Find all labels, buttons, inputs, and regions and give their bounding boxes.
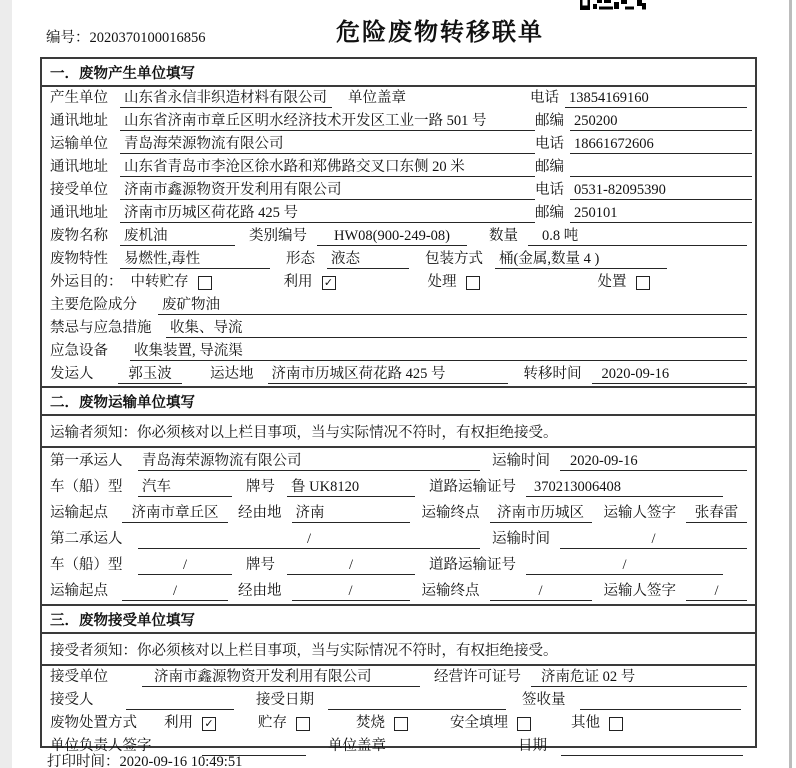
row-carrier1 (42, 448, 755, 474)
section1-header: 一．废物产生单位填写 (42, 59, 755, 87)
producer-zip: 250200 (570, 112, 752, 131)
receipt-qty-value (580, 691, 742, 710)
row-vehicle2 (42, 552, 755, 578)
checkbox-landfill (517, 717, 531, 731)
checkbox-utilize-checked (202, 717, 216, 731)
route-start-value: 济南市章丘区 (122, 504, 228, 523)
road-cert2-value: / (526, 556, 723, 575)
plate-label: 牌号 (246, 478, 275, 495)
vehicle-type2-value: / (138, 556, 232, 575)
zip-label: 邮编 (535, 205, 564, 221)
pack-value: 桶(金属,数量 4 ) (495, 250, 667, 269)
quantity-value: 0.8 吨 (528, 227, 747, 246)
row-vehicle1 (42, 474, 755, 500)
transport-time-label: 运输时间 (492, 530, 550, 547)
producer-phone: 13854169160 (565, 89, 747, 108)
carrier-sign2-value: / (686, 582, 747, 601)
section3-header: 三．废物接受单位填写 (42, 604, 755, 634)
carrier2-label: 第二承运人 (50, 530, 123, 547)
transporter-zip (570, 158, 752, 177)
transporter-value: 青岛海荣源物流有限公司 (120, 135, 535, 154)
address-label: 通讯地址 (50, 205, 108, 221)
seal-label: 单位盖章 (348, 90, 406, 106)
qr-code-fragment (580, 0, 648, 10)
receiver-zip: 250101 (570, 204, 752, 223)
row-transporter-address (42, 156, 755, 179)
carrier-sign-label: 运输人签字 (603, 582, 676, 599)
pack-label: 包装方式 (425, 251, 483, 267)
producer-address: 山东省济南市章丘区明水经济技术开发区工业一路 501 号 (120, 112, 535, 131)
acceptor-value (126, 691, 234, 710)
carrier1-value: 青岛海荣源物流有限公司 (138, 452, 480, 471)
left-margin-strip (0, 0, 12, 768)
equipment-label: 应急设备 (50, 343, 108, 359)
zip-label: 邮编 (535, 159, 564, 175)
option-treat: 处理 (428, 273, 480, 292)
form-label: 形态 (286, 251, 315, 267)
transporter-address: 山东省青岛市李沧区徐水路和郑佛路交叉口东侧 20 米 (120, 158, 535, 177)
option-store: 贮存 (258, 714, 310, 733)
carrier2-value: / (138, 530, 480, 549)
checkbox-incinerate (394, 717, 408, 731)
row-route1 (42, 500, 755, 526)
plate-value: 鲁 UK8120 (287, 478, 415, 497)
disposal-method-label: 废物处置方式 (50, 715, 137, 731)
route-end-value: 济南市历城区 (490, 504, 592, 523)
check-icon: ✓ (204, 717, 214, 730)
receiver-label: 接受单位 (50, 182, 108, 198)
checkbox-utilize-checked (322, 276, 336, 290)
checkbox-other (609, 717, 623, 731)
waste-name-label: 废物名称 (50, 228, 108, 244)
row-hazard (42, 294, 755, 317)
right-window-border (789, 0, 792, 768)
vehicle-type-label: 车（船）型 (50, 478, 123, 495)
accept-date-value (328, 691, 506, 710)
print-time-value: 2020-09-16 10:49:51 (119, 754, 243, 768)
receipt-qty-label: 签收量 (522, 692, 566, 708)
plate2-value: / (287, 556, 415, 575)
transfer-time-label: 转移时间 (523, 366, 582, 382)
row-disposal-method (42, 712, 755, 735)
via-label: 经由地 (238, 582, 282, 599)
row-route2 (42, 578, 755, 604)
receiver-address: 济南市历城区荷花路 425 号 (120, 204, 535, 223)
road-cert-label: 道路运输证号 (429, 478, 516, 495)
row-purpose (42, 271, 755, 294)
address-label: 通讯地址 (50, 159, 108, 175)
checkbox-transfer-storage (198, 276, 212, 290)
row-receiver (42, 179, 755, 202)
option-landfill: 安全填埋 (450, 714, 531, 733)
responsible-sign-label: 单位负责人签字 (50, 738, 152, 754)
option-incinerate: 焚烧 (356, 714, 408, 733)
option-dispose: 处置 (598, 273, 650, 292)
route-start-label: 运输起点 (50, 504, 108, 521)
row-producer (42, 87, 755, 110)
transfer-form-table (40, 57, 757, 754)
transporter-label: 运输单位 (50, 136, 108, 152)
license-label: 经营许可证号 (434, 669, 521, 685)
road-cert-value: 370213006408 (526, 478, 723, 497)
route-end-label: 运输终点 (421, 582, 480, 599)
hazard-value: 废矿物油 (158, 296, 747, 315)
row-accept-unit (42, 666, 755, 689)
transporter-phone: 18661672606 (570, 135, 752, 154)
accept-date-label: 接受日期 (256, 692, 314, 708)
plate-label: 牌号 (246, 556, 275, 573)
category-code: HW08(900-249-08) (317, 227, 467, 246)
destination-label: 运达地 (210, 366, 254, 382)
checkbox-treat (466, 276, 480, 290)
phone-label: 电话 (530, 90, 559, 106)
license-value: 济南危证 02 号 (531, 668, 747, 687)
row-equipment (42, 340, 755, 363)
via2-value: / (292, 582, 410, 601)
accept-unit-label: 接受单位 (50, 669, 108, 685)
form-value: 液态 (327, 250, 409, 269)
purpose-label: 外运目的： (50, 274, 123, 290)
row-acceptor (42, 689, 755, 712)
accept-unit-value: 济南市鑫源物资开发利用有限公司 (142, 668, 420, 687)
row-waste-props (42, 248, 755, 271)
carrier-sign-label: 运输人签字 (603, 504, 676, 521)
transfer-time-value: 2020-09-16 (592, 365, 748, 384)
option-utilize: 利用 ✓ (284, 273, 336, 292)
route-end-label: 运输终点 (421, 504, 480, 521)
row-carrier2 (42, 526, 755, 552)
page-title: 危险废物转移联单 (336, 20, 544, 46)
via-label: 经由地 (238, 504, 282, 521)
section2-header: 二．废物运输单位填写 (42, 386, 755, 416)
equipment-value: 收集装置, 导流渠 (130, 342, 747, 361)
transport-time-label: 运输时间 (492, 452, 550, 469)
vehicle-type-value: 汽车 (138, 478, 232, 497)
phone-label: 电话 (535, 136, 564, 152)
taboo-label: 禁忌与应急措施 (50, 320, 152, 336)
destination-value: 济南市历城区荷花路 425 号 (268, 365, 508, 384)
vehicle-type-label: 车（船）型 (50, 556, 123, 573)
road-cert-label: 道路运输证号 (429, 556, 516, 573)
checkbox-store (296, 717, 310, 731)
section2-notice: 运输者须知：你必须核对以上栏目事项，当与实际情况不符时，有权拒绝接受。 (42, 416, 755, 448)
receiver-phone: 0531-82095390 (570, 181, 752, 200)
receiver-value: 济南市鑫源物资开发利用有限公司 (120, 181, 535, 200)
check-icon: ✓ (323, 276, 334, 289)
date-label: 日期 (518, 738, 547, 754)
carrier-sign-value: 张春雷 (686, 504, 747, 523)
address-label: 通讯地址 (50, 113, 108, 129)
route-start-label: 运输起点 (50, 582, 108, 599)
zip-label: 邮编 (535, 113, 564, 129)
producer-label: 产生单位 (50, 90, 108, 106)
option-utilize: 利用 ✓ (164, 714, 216, 733)
row-waste-name (42, 225, 755, 248)
route-start2-value: / (122, 582, 228, 601)
waste-name-value: 废机油 (120, 227, 235, 246)
category-label: 类别编号 (249, 228, 307, 244)
option-other: 其他 (571, 714, 623, 733)
row-taboo (42, 317, 755, 340)
print-time (47, 750, 242, 768)
document-number-label: 编号： (46, 30, 90, 46)
checkbox-dispose (636, 276, 650, 290)
dispatcher-name: 郭玉波 (118, 365, 182, 384)
document-number-value: 2020370100016856 (89, 30, 206, 46)
unit-seal-label: 单位盖章 (328, 738, 386, 754)
via-value: 济南 (292, 504, 410, 523)
transport-time-value: 2020-09-16 (560, 452, 747, 471)
producer-value: 山东省永信非织造材料有限公司 (120, 89, 332, 108)
date-value (561, 737, 743, 756)
option-transfer-storage: 中转贮存 (131, 273, 212, 292)
taboo-value: 收集、导流 (166, 319, 747, 338)
route-end2-value: / (490, 582, 592, 601)
print-time-label: 打印时间： (47, 754, 120, 768)
hazard-label: 主要危险成分 (50, 297, 137, 313)
acceptor-label: 接受人 (50, 692, 94, 708)
row-producer-address (42, 110, 755, 133)
section3-notice: 接受者须知：你必须核对以上栏目事项，当与实际情况不符时，有权拒绝接受。 (42, 634, 755, 666)
transport-time2-value: / (560, 530, 747, 549)
waste-props-value: 易燃性,毒性 (120, 250, 270, 269)
row-receiver-address (42, 202, 755, 225)
dispatcher-label: 发运人 (50, 366, 94, 382)
waste-props-label: 废物特性 (50, 251, 108, 267)
carrier1-label: 第一承运人 (50, 452, 123, 469)
row-dispatch (42, 363, 755, 386)
phone-label: 电话 (535, 182, 564, 198)
quantity-label: 数量 (489, 228, 518, 244)
row-transporter (42, 133, 755, 156)
